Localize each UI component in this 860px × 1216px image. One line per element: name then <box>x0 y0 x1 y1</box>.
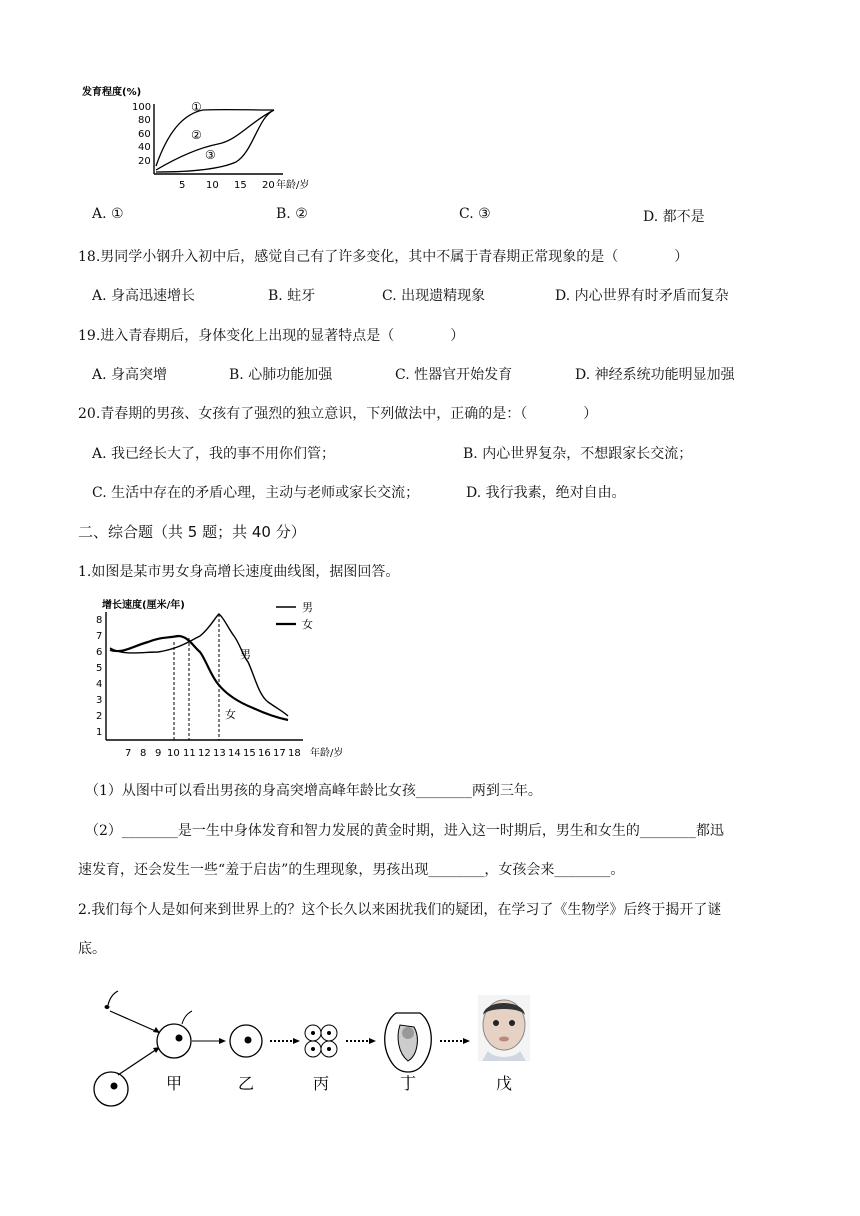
curve-label-1: ① <box>191 100 202 114</box>
chart1-ytick: 80 <box>138 115 151 126</box>
male-curve-label: 男 <box>240 648 251 661</box>
chart2-ytick: 7 <box>96 631 103 642</box>
chart1-ytick: 60 <box>138 129 151 140</box>
chart2-xtick: 13 <box>213 748 226 759</box>
chart1-ytick: 20 <box>138 156 151 167</box>
chart1-xtick: 5 <box>179 180 186 191</box>
q20-option-a: A. 我已经长大了，我的事不用你们管； <box>92 446 336 462</box>
legend-female: 女 <box>302 618 313 631</box>
female-curve <box>110 636 288 720</box>
chart2-xtick: 14 <box>228 748 241 759</box>
label-ding: 丁 <box>400 1074 417 1093</box>
q19-option-c: C. 性器官开始发育 <box>395 367 513 383</box>
label-wu: 戊 <box>496 1074 513 1093</box>
cell-cluster <box>305 1025 337 1057</box>
curve-3 <box>156 110 274 172</box>
chart2-ytick: 3 <box>96 695 103 706</box>
growth-speed-chart <box>88 594 360 764</box>
chart2-ytick: 8 <box>96 615 103 626</box>
q18-stem: 18.男同学小钢升入初中后，感觉自己有了许多变化，其中不属于青春期正常现象的是（ ） <box>78 249 689 265</box>
q18-option-c: C. 出现遗精现象 <box>382 288 486 304</box>
legend-male: 男 <box>302 601 313 614</box>
q18-option-a: A. 身高迅速增长 <box>92 288 196 304</box>
q17-option-c: C. ③ <box>459 206 491 222</box>
chart1-xtick: 10 <box>206 180 219 191</box>
chart2-xtick: 12 <box>198 748 211 759</box>
q20-option-d: D. 我行我素，绝对自由。 <box>466 485 626 501</box>
q1-sub2-line1: （2）________是一生中身体发育和智力发展的黄金时期，进入这一时期后，男生和女生的________都迅 <box>85 823 724 839</box>
chart2-xtick: 11 <box>183 748 196 759</box>
chart2-ylabel: 增长速度(厘米/年) <box>102 600 185 611</box>
male-curve <box>110 614 288 716</box>
chart2-xlabel: 年龄/岁 <box>310 748 344 759</box>
q19-option-a: A. 身高突增 <box>92 367 168 383</box>
q1-sub2-line2: 速发育，还会发生一些“羞于启齿”的生理现象，男孩出现________，女孩会来________。 <box>78 862 625 878</box>
chart2-xtick: 18 <box>288 748 301 759</box>
q1-stem: 1.如图是某市男女身高增长速度曲线图，据图回答。 <box>78 564 400 580</box>
female-curve-label: 女 <box>225 708 236 721</box>
chart1-ylabel: 发育程度(%) <box>82 87 142 98</box>
chart2-xtick: 10 <box>167 748 180 759</box>
q2-stem-line1: 2.我们每个人是如何来到世界上的？这个长久以来困扰我们的疑团，在学习了《生物学》后终于揭开了谜 <box>78 902 722 918</box>
q20-stem: 20.青春期的男孩、女孩有了强烈的独立意识，下列做法中，正确的是：（ ） <box>78 406 598 422</box>
development-diagram <box>80 985 560 1115</box>
chart2-ytick: 2 <box>96 711 103 722</box>
chart1-ytick: 40 <box>138 142 151 153</box>
q20-option-c: C. 生活中存在的矛盾心理，主动与老师或家长交流； <box>92 485 420 501</box>
label-bing: 丙 <box>313 1074 330 1093</box>
chart2-xtick: 7 <box>125 748 132 759</box>
sperm-icon <box>108 991 118 1005</box>
curve-label-3: ③ <box>205 148 216 162</box>
q19-option-b: B. 心肺功能加强 <box>229 367 333 383</box>
chart1-ytick: 100 <box>132 102 152 113</box>
chart2-ytick: 5 <box>96 663 103 674</box>
chart2-ytick: 6 <box>96 647 103 658</box>
chart2-xtick: 16 <box>258 748 271 759</box>
chart2-xtick: 9 <box>155 748 162 759</box>
baby-photo <box>478 995 530 1061</box>
chart2-ytick: 4 <box>96 679 103 690</box>
q1-sub1: （1）从图中可以看出男孩的身高突增高峰年龄比女孩________两到三年。 <box>85 783 542 799</box>
chart2-xtick: 17 <box>273 748 286 759</box>
q18-option-b: B. 蛀牙 <box>268 288 316 304</box>
chart1-xtick: 15 <box>234 180 247 191</box>
chart2-xtick: 15 <box>243 748 256 759</box>
chart2-xtick: 8 <box>140 748 147 759</box>
curve-label-2: ② <box>191 128 202 142</box>
q19-stem: 19.进入青春期后，身体变化上出现的显著特点是（ ） <box>78 328 465 344</box>
q20-option-b: B. 内心世界复杂，不想跟家长交流； <box>463 446 693 462</box>
section2-title: 二、综合题（共 5 题；共 40 分） <box>78 523 306 541</box>
q17-option-d: D. 都不是 <box>643 209 705 225</box>
label-jia: 甲 <box>166 1074 183 1093</box>
development-chart <box>78 82 328 200</box>
label-yi: 乙 <box>238 1074 255 1093</box>
q17-option-a: A. ① <box>92 206 124 222</box>
q17-option-b: B. ② <box>276 206 308 222</box>
chart1-xlabel: 年龄/岁 <box>276 180 310 191</box>
chart2-ytick: 1 <box>96 727 103 738</box>
q19-option-d: D. 神经系统功能明显加强 <box>575 367 735 383</box>
zygote <box>157 1024 191 1058</box>
q2-stem-line2: 底。 <box>78 941 106 957</box>
egg-cell <box>94 1072 128 1106</box>
q18-option-d: D. 内心世界有时矛盾而复杂 <box>555 288 729 304</box>
chart1-xtick: 20 <box>262 180 275 191</box>
